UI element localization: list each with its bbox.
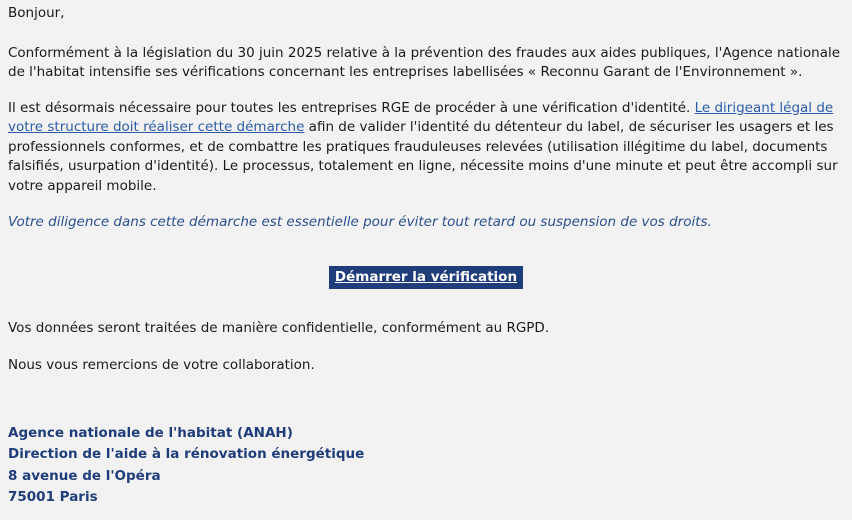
cta-container xyxy=(8,266,844,289)
signature-street: 8 avenue de l'Opéra xyxy=(8,467,161,484)
gdpr-notice: Vos données seront traitées de manière confidentielle, conformément au RGPD. xyxy=(8,320,550,337)
paragraph-verification xyxy=(8,99,844,197)
email-greeting: Bonjour, xyxy=(8,5,65,21)
thanks-text: Nous vous remercions de votre collaboration. xyxy=(8,356,315,373)
paragraph-emphasis: Votre diligence dans cette démarche est essentielle pour éviter tout retard ou suspension de vos droits. xyxy=(8,213,712,230)
signature-department: Direction de l'aide à la rénovation énergétique xyxy=(8,446,365,463)
paragraph-verification-intro: Il est désormais nécessaire pour toutes les entreprises RGE de procéder à une vérification d'identité. xyxy=(8,99,695,116)
signature-organization: Agence nationale de l'habitat (ANAH) xyxy=(8,425,293,442)
start-verification-button[interactable]: Démarrer la vérification xyxy=(329,266,523,289)
signature-city: 75001 Paris xyxy=(8,488,98,505)
paragraph-legislation: Conformément à la législation du 30 juin 2025 relative à la prévention des fraudes aux aides publiques, l'Agence nationale de l'habitat intensifie ses vérifications concernant les entreprises labellisées « Reconnu Garant de l'Environnement ». xyxy=(8,44,841,81)
verification-link[interactable]: Le dirigeant légal de votre structure doit réaliser cette démarche xyxy=(8,99,834,136)
paragraph-verification-rest: afin de valider l'identité du détenteur du label, de sécuriser les usagers et les professionnels conformes, et de combattre les pratiques frauduleuses relevées (utilisation illégitime du label, documents falsifiés, usurpation d'identité). Le processus, totalement en ligne, nécessite moins d'une minute et peut être accompli sur votre appareil mobile. xyxy=(8,119,838,194)
signature-block xyxy=(8,423,844,507)
